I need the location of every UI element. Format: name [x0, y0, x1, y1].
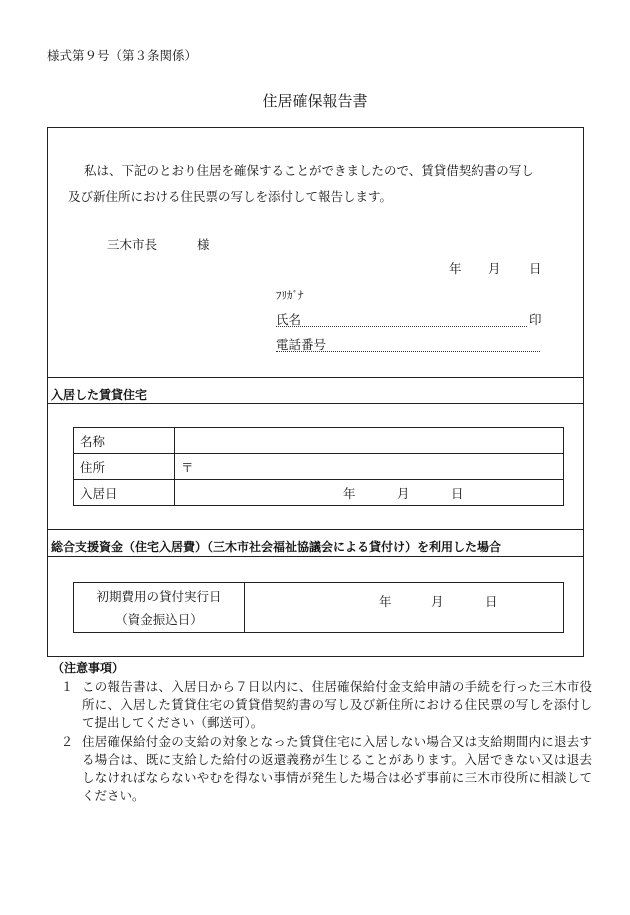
note-number: １ [60, 679, 74, 694]
intro-line-2: 及び新住所における住民票の写しを添付して報告します。 [68, 189, 393, 204]
move-in-day: 日 [451, 486, 464, 501]
furigana-label: ﾌﾘｶﾞﾅ [276, 289, 304, 302]
phone-label: 電話番号 [276, 337, 327, 352]
loan-month: 月 [431, 594, 444, 609]
list-item [52, 678, 592, 732]
divider [47, 529, 584, 530]
divider [47, 556, 584, 557]
housing-name-field[interactable] [175, 428, 564, 454]
intro-line-1: 私は、下記のとおり住居を確保することができましたので、賃貸借契約書の写し [84, 163, 534, 178]
note-text: この報告書は、入居日から７日以内に、住居確保給付金支給申請の手続を行った三木市役所に、入居した賃貸住宅の賃貸借契約書の写し及び新住所における住民票の写しを添付して提出してください（郵送可）。 [82, 679, 592, 730]
divider [47, 403, 584, 404]
phone-field[interactable] [276, 351, 540, 352]
postal-mark: 〒 [181, 459, 194, 475]
loan-date-label-line-2: （資金振込日） [115, 611, 203, 627]
page-title: 住居確保報告書 [262, 92, 368, 110]
move-in-year: 年 [343, 486, 356, 501]
housing-table [73, 427, 564, 506]
loan-date-label [74, 583, 245, 633]
move-in-date-field[interactable] [175, 480, 564, 506]
note-text: 住居確保給付金の支給の対象となった賃貸住宅に入居しない場合又は支給期間内に退去する場合は、既に支給した給付の返還義務が生じることがあります。入居できない又は退去しなければならないやむを得ない事情が発生した場合は必ず事前に三木市役所に相談してください。 [82, 734, 592, 803]
loan-day: 日 [485, 594, 498, 609]
report-date-day: 日 [529, 261, 542, 276]
loan-table [73, 582, 564, 633]
notes-heading: （注意事項） [52, 661, 125, 675]
addressee-name: 三木市長 [107, 237, 158, 252]
divider [47, 377, 584, 378]
note-number: ２ [60, 734, 74, 749]
name-field[interactable] [276, 326, 527, 327]
loan-year: 年 [379, 594, 392, 609]
report-date-month: 月 [488, 261, 501, 276]
housing-section-heading: 入居した賃貸住宅 [51, 388, 148, 402]
loan-section-heading: 総合支援資金（住宅入居費）（三木市社会福祉協議会による貸付け）を利用した場合 [51, 540, 502, 554]
notes [52, 659, 592, 805]
report-date-year: 年 [449, 261, 462, 276]
addressee-honorific: 様 [197, 237, 210, 252]
form-number: 様式第９号（第３条関係） [47, 48, 198, 63]
housing-address-field[interactable] [175, 454, 564, 480]
housing-name-label: 名称 [74, 428, 175, 454]
loan-date-field[interactable] [245, 583, 564, 633]
loan-date-label-line-1: 初期費用の貸付実行日 [96, 588, 222, 604]
housing-address-label: 住所 [74, 454, 175, 480]
list-item [52, 733, 592, 805]
seal-mark: 印 [529, 312, 542, 327]
move-in-month: 月 [397, 486, 410, 501]
name-label: 氏名 [276, 312, 302, 327]
move-in-date-label: 入居日 [74, 480, 175, 506]
